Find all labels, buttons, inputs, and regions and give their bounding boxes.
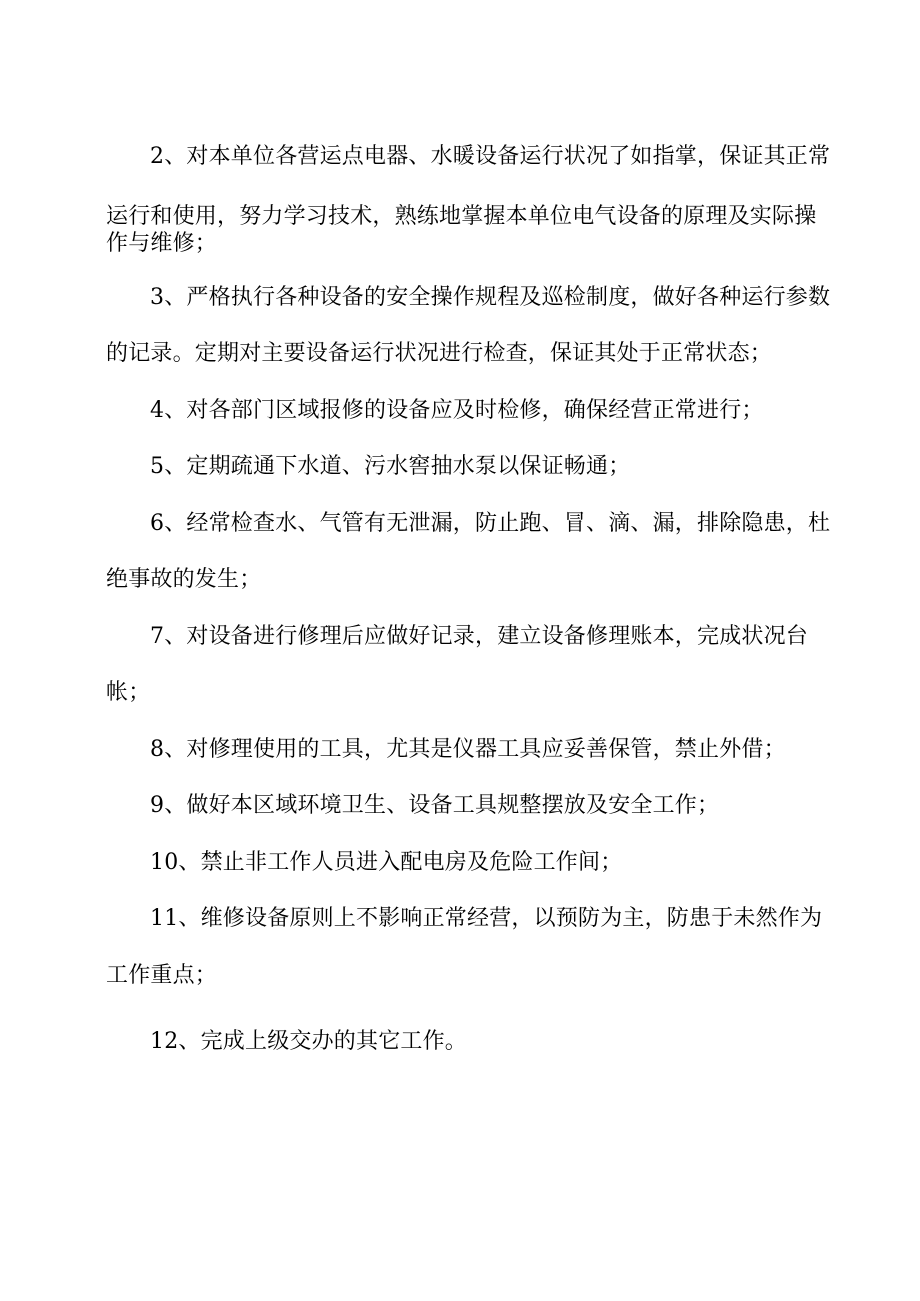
paragraph-3-line-1: 3、严格执行各种设备的安全操作规程及巡检制度，做好各种运行参数 xyxy=(150,285,831,310)
paragraph-11-line-1: 11、维修设备原则上不影响正常经营，以预防为主，防患于未然作为 xyxy=(150,906,823,931)
paragraph-6-line-2: 绝事故的发生； xyxy=(106,567,262,592)
paragraph-2-line-2: 运行和使用，努力学习技术，熟练地掌握本单位电气设备的原理及实际操 xyxy=(106,204,817,229)
paragraph-3-line-2: 的记录。定期对主要设备运行状况进行检查，保证其处于正常状态； xyxy=(106,341,773,366)
paragraph-10-line-1: 10、禁止非工作人员进入配电房及危险工作间； xyxy=(150,850,623,875)
paragraph-11-line-2: 工作重点； xyxy=(106,963,218,988)
paragraph-12-line-1: 12、完成上级交办的其它工作。 xyxy=(150,1029,467,1054)
paragraph-7-line-1: 7、对设备进行修理后应做好记录，建立设备修理账本，完成状况台 xyxy=(150,624,808,649)
paragraph-7-line-2: 帐； xyxy=(106,680,151,705)
paragraph-2-line-3: 作与维修； xyxy=(106,231,218,256)
paragraph-8-line-1: 8、对修理使用的工具，尤其是仪器工具应妥善保管，禁止外借； xyxy=(150,737,786,762)
paragraph-9-line-1: 9、做好本区域环境卫生、设备工具规整摆放及安全工作； xyxy=(150,793,720,818)
paragraph-2-line-1: 2、对本单位各营运点电器、水暖设备运行状况了如指掌，保证其正常 xyxy=(150,144,831,169)
paragraph-6-line-1: 6、经常检查水、气管有无泄漏，防止跑、冒、滴、漏，排除隐患，杜 xyxy=(150,511,831,536)
paragraph-5-line-1: 5、定期疏通下水道、污水窖抽水泵以保证畅通； xyxy=(150,454,631,479)
paragraph-4-line-1: 4、对各部门区域报修的设备应及时检修，确保经营正常进行； xyxy=(150,398,764,423)
